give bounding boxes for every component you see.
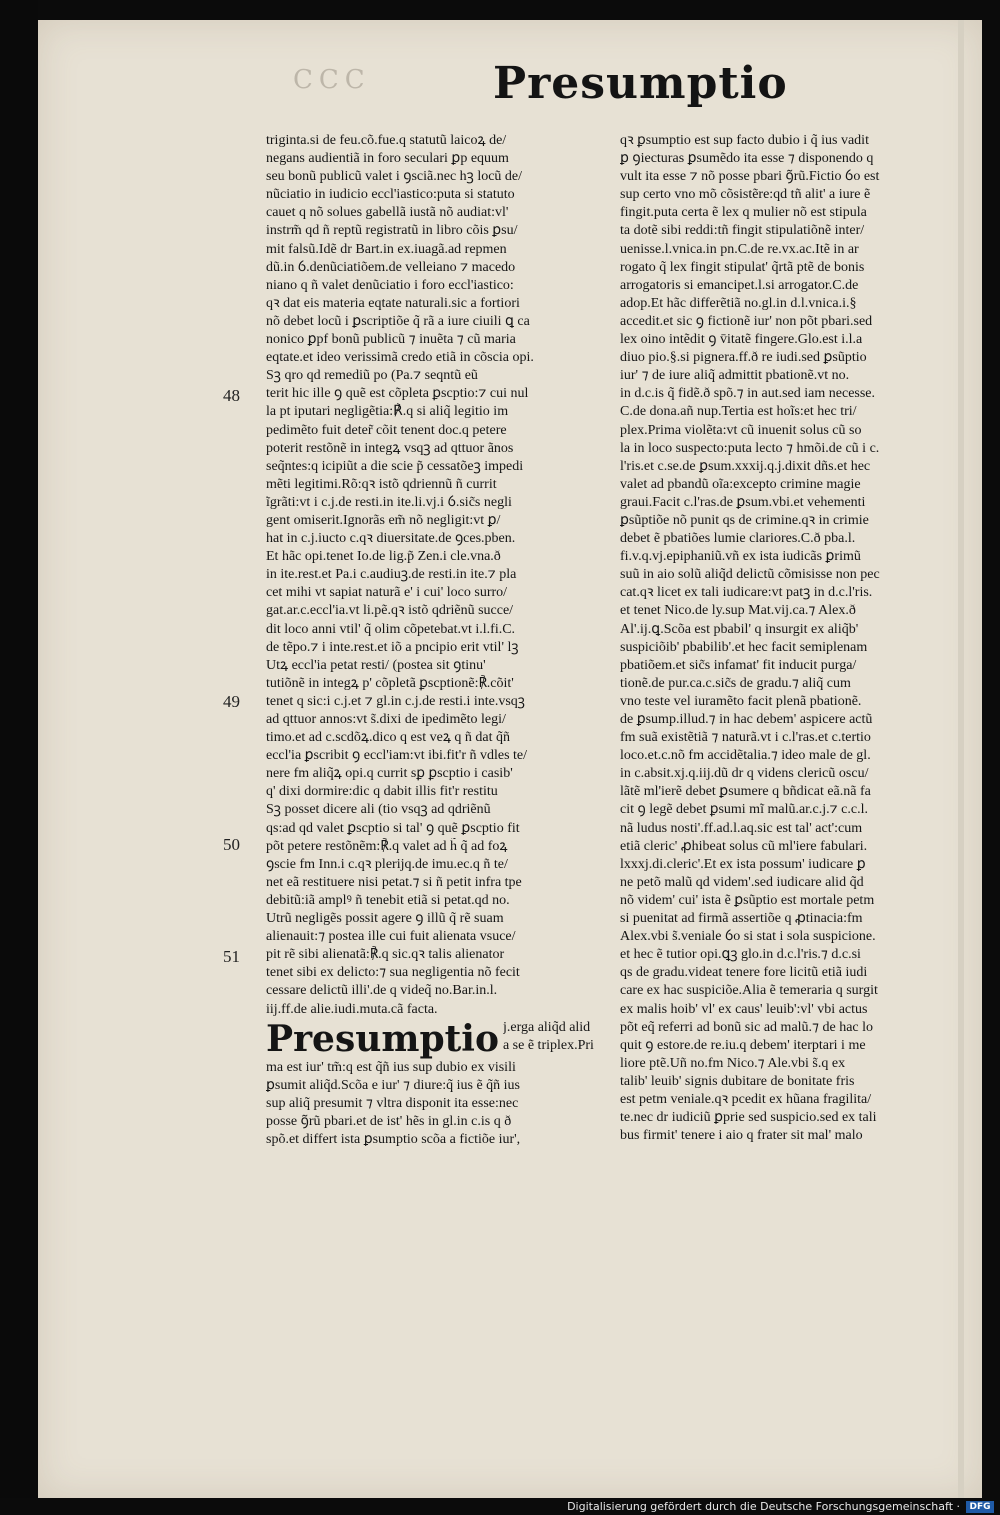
text-line: nũciatio in iudicio eccl'iastico:puta si statuto [266,187,515,203]
text-line: in ite.rest.et Pa.i c.audiuꝫ.de resti.in ite.⁊ pla [266,567,517,583]
text-line: Alex.vbi s̃.veniale ỽo si stat i sola suspicione. [620,929,876,945]
text-line: sup certo vno mõ cõsistẽre:qd tñ alit' a iure ẽ [620,187,871,203]
scan-border-left [0,0,38,1500]
text-line: põt petere restõnẽm:℟.q valet ad h̃ q̃ ad foꝝ [266,838,508,854]
text-line: ma est iur' tm̃:q est q̃ñ ius sup dubio ex visili [266,1059,516,1075]
text-line: pedimẽto fuit deter̃ cõit tenent doc.q petere [266,422,507,438]
text-line: dũ.in ỽ.denũciatiõem.de velleiano ⁊ macedo [266,259,516,275]
text-line: mit falsũ.Idẽ dr Bart.in ex.iuagã.ad repmen [266,241,507,257]
text-line: ꝯscie fm Inn.i c.qꝛ plerijq.de imu.ec.q ñ te/ [266,856,508,872]
text-line: ꝑ ꝯiecturas ꝑsumẽdo ita esse ⁊ disponendo q [620,151,874,167]
text-line: seu bonũ publicũ valet i ꝯsciã.nec hꝫ locũ de/ [266,169,523,185]
text-line: vno teste vel iuramẽto facit plenã pbationẽ. [620,693,862,709]
text-line: qꝛ ꝑsumptio est sup facto dubio i q̃ ius vadit [620,133,869,148]
text-line: eqtate.et ideo verissimã credo etiã in cõscia opi. [266,350,534,366]
text-line: cat.qꝛ licet ex tali iudicare:vt patꝫ in d.c.l'ris. [620,585,873,601]
text-line: posse ꝯ̃rũ pbari.et de ist' hẽs in gl.in c.is q ð [266,1113,512,1129]
margin-number-49: 49 [223,692,240,711]
text-line: ĩgrãti:vt i c.j.de resti.in ite.li.vj.i ỽ.sic̃s negli [266,494,512,510]
dfg-logo-icon: DFG [966,1501,994,1513]
text-line: in c.absit.xj.q.iij.dũ dr q videns clericũ oscu/ [620,766,869,782]
left-text-column [266,132,601,1149]
text-line: la pt iputari negligẽtia:℟.q si aliq̃ legitio im [266,404,509,420]
text-line: qs de gradu.videat tenere fore licitũ etiã iudi [620,965,868,981]
text-line: fingit.puta certa ẽ lex q mulier nõ est stipula [620,205,867,221]
text-line: fm suã existẽtiã ⁊ naturã.vt i c.l'ras.et c.tertio [620,730,871,746]
headword-row [266,1019,601,1059]
section-headword: Presumptio [266,1018,499,1059]
text-line: tionẽ.de pur.ca.c.sic̃s de gradu.⁊ aliq̃ cum [620,675,851,691]
text-line: ex malis hoib' vl' ex caus' leuib':vl' vbi actus [620,1001,868,1017]
footer-bar [0,1498,1000,1515]
text-line: mẽti legitimi.Rõ:qꝛ istõ qdriennũ ñ currit [266,476,497,492]
text-line: et tenet Nico.de ly.sup Mat.vij.ca.⁊ Alex.ð [620,603,856,619]
text-line: gent omiserit.Ignorãs em̃ nõ negligit:vt ꝑ/ [266,512,501,528]
text-line: rogato q̃ lex fingit stipulat' q̃rtã ptẽ de bonis [620,259,865,275]
text-line: instrm̃ qd ñ reptũ registratũ in libro cõis ꝑsu/ [266,223,518,239]
text-line: negans audientiã in foro seculari ꝑp equum [266,151,509,167]
text-line: de tẽpo.⁊ i inte.rest.et iõ a pncipio erit vtil' lꝫ [266,639,519,655]
text-line: tenet sibi ex delicto:⁊ sua negligentia nõ fecit [266,965,520,981]
text-line: quit ꝯ estore.de re.iu.q debem' iterptari i me [620,1037,866,1053]
text-line: qs:ad qd valet ꝑscptio si tal' ꝯ quẽ ꝑscptio fit [266,820,520,836]
text-line: la in loco suspecto:puta lecto ⁊ hmõi.de cũ i c. [620,440,880,456]
text-line: cet mihi vt sapiat naturã e' i cui' loco surro/ [266,585,508,601]
text-line: dit loco anni vtil' q̃ olim cõpetebat.vt i.l.fi.C. [266,621,516,637]
text-line: nõ videm' cui' ista ẽ ꝑsũptio est mortale petm [620,892,875,908]
text-line: l'ris.et c.se.de ꝑsum.xxxij.q.j.dixit dñs.et hec [620,458,871,474]
text-line: care ex hac suspiciõe.Alia ẽ temeraria q surgit [620,983,878,999]
text-line: timo.et ad c.scdõꝝ.dico q est veꝝ q ñ dat q̃ñ [266,730,511,746]
text-line: Al'.ij.ꝗ.Scõa est pbabil' q insurgit ex aliq̃b' [620,621,859,637]
text-line: ne petõ malũ qd videm'.sed iudicare alid q̃d [620,874,864,890]
text-line: Utꝝ eccl'ia petat resti/ (postea sit ꝯtinu' [266,657,486,673]
text-line: net eã restituere nisi petat.⁊ si ñ petit infra tpe [266,874,522,890]
text-line: talib' leuib' signis dubitare de bonitate fris [620,1073,855,1089]
text-line: debitũ:iã amplꝰ ñ tenebit etiã si petat.qd no. [266,892,510,908]
text-line: uenisse.l.vnica.in pn.C.de re.vx.ac.Itẽ in ar [620,241,859,257]
text-line: qꝛ dat eis materia eqtate naturali.sic a fortiori [266,295,520,311]
text-line: pit rẽ sibi alienatã:℟.q sic.qꝛ talis alienator [266,947,505,963]
text-line: q' dixi dormire:dic q dabit illis fit'r restitu [266,784,498,800]
text-line: diuo pio.§.si pignera.ff.ð re iudi.sed ꝑsũptio [620,350,867,366]
text-line: j.erga aliq̃d alid [502,1019,591,1035]
text-line: gat.ar.c.eccl'ia.vt li.pẽ.qꝛ istõ qdriẽnũ succe/ [266,603,514,619]
text-line: sup aliq̃ presumit ⁊ vltra disponit ita esse:nec [266,1095,519,1111]
text-line: liore ptẽ.Uñ no.fm Nico.⁊ Ale.vbi s̃.q ex [620,1055,846,1071]
text-line: accedit.et sic ꝯ fictionẽ iur' non põt pbari.sed [620,313,873,329]
margin-number-50: 50 [223,835,240,854]
text-line: et hec ẽ tutior opi.ꝗꝫ glo.in d.c.l'ris.⁊ d.c.si [620,947,861,963]
funding-credit: Digitalisierung gefördert durch die Deutsche Forschungsgemeinschaft · [567,1500,960,1513]
text-line: arrogatoris si emancipet.l.si arrogator.C.de [620,277,859,293]
text-line: nã ludus nosti'.ff.ad.l.aq.sic est tal' act':cum [620,820,863,836]
page-edge-strip [958,20,964,1498]
text-line: triginta.si de feu.cõ.fue.q statutũ laicoꝝ de/ [266,133,507,148]
text-line: debet ẽ pbatiões lumie clariores.C.ð pba.l. [620,531,856,547]
text-line: poterit restõnẽ in integꝝ vsqꝫ ad qttuor ãnos [266,440,514,456]
folio-stamp: CCC [293,65,371,95]
running-head: Presumptio [493,58,788,109]
text-line: loco.et.c.nõ fm accidẽtalia.⁊ ideo male de gl. [620,748,871,764]
text-line: suũ in aio solũ aliq̃d delictũ cõmisisse non pec [620,567,880,583]
text-line: ꝑsumit aliq̃d.Scõa e iur' ⁊ diure:q̃ ius ẽ q̃ñ ius [266,1077,521,1093]
text-line: C.de dona.añ nup.Tertia est hoĩs:et hec tri/ [620,404,857,420]
text-line: alienauit:⁊ postea ille cui fuit alienata vsuce/ [266,929,516,945]
margin-number-48: 48 [223,386,240,405]
text-line: a se ẽ triplex.Pri [502,1037,594,1053]
text-line: ta dotẽ sibi reddi:tñ fingit stipulatiõnẽ inter/ [620,223,865,239]
text-line: nõ debet locũ i ꝑscriptiõe q̃ rã a iure ciuili ꝗ ca [266,313,530,329]
text-line: te.nec dr iudiciũ ꝑprie sed suspicio.sed ex tali [620,1110,877,1126]
text-line: Et hãc opi.tenet Io.de lig.p̃ Zen.i cle.vna.ð [266,549,501,565]
text-line: fi.v.q.vj.epiphaniũ.vñ ex ista iudicãs ꝑrimũ [620,549,861,565]
text-line: spõ.et differt ista ꝑsumptio scõa a fictiõe iur', [266,1131,521,1147]
text-line: si puenitat ad firmã assertiõe q ꝓtinacia:fm [620,911,863,927]
text-line: ad qttuor annos:vt s̃.dixi de ipedimẽto legi/ [266,712,506,727]
text-line: in d.c.is q̃ fidẽ.ð spõ.⁊ in aut.sed iam necesse. [620,386,876,402]
text-line: tenet q sic:i c.j.et ⁊ gl.in c.j.de resti.i inte.vsqꝫ [266,693,525,709]
text-line: Sꝫ posset dicere ali (tio vsqꝫ ad qdriẽnũ [266,802,491,818]
text-line: eccl'ia ꝑscribit ꝯ eccl'iam:vt ibi.fit'r ñ vdles te/ [266,748,528,764]
text-line: cessare delictũ illi'.de q videq̃ no.Bar.in.l. [266,983,498,999]
text-line: est petm veniale.qꝛ pcedit ex hũana fragilita/ [620,1091,872,1107]
text-line: Utrũ negligẽs possit agere ꝯ illũ q̃ rẽ suam [266,911,504,927]
margin-number-51: 51 [223,947,240,966]
text-line: iij.ff.de alie.iudi.muta.cã facta. [266,1001,438,1017]
text-line: cit ꝯ legẽ debet ꝑsumi mĩ malũ.ar.c.j.⁊ c.c.l. [620,802,868,818]
text-line: suspiciõib' pbabilib'.et hec facit semiplenam [620,639,868,655]
text-line: cauet q nõ solues gabellã iustã nõ audiat:vl' [266,205,509,221]
text-line: adop.Et hãc differẽtiã no.gl.in d.l.vnica.i.§ [620,295,857,311]
book-page [38,20,982,1498]
headword-continuation [503,1019,601,1055]
text-line: nonico ꝑpf bonũ publicũ ⁊ inuẽta ⁊ cũ maria [266,332,516,348]
text-line: tutiõnẽ in integꝝ p' cõpletã ꝑscptionẽ:℟.cõit' [266,675,514,691]
text-line: nere fm aliq̃ꝝ opi.q currit sꝑ ꝑscptio i casib' [266,766,513,782]
text-line: etiã cleric' ꝓhibeat solus cũ ml'iere fabulari. [620,838,868,854]
text-line: terit hic ille ꝯ quẽ est cõpleta ꝑscptio:⁊ cui nul [266,386,529,402]
text-line: Sꝫ qro qd remediũ po (Pa.⁊ seqntũ eũ [266,368,478,384]
text-line: niano q ñ valet denũciatio i foro eccl'iastico: [266,277,514,293]
text-line: valet ad pbandũ oĩa:excepto crimine magie [620,476,861,492]
text-line: iur' ⁊ de iure aliq̃ admittit pbationẽ.vt no. [620,368,850,384]
text-line: seq̃ntes:q icipiũt a die scie p̃ cessatõeꝫ impedi [266,458,524,474]
text-line: põt eq̃ referri ad bonũ sic ad malũ.⁊ de hac lo [620,1019,874,1035]
text-line: lxxxj.di.cleric'.Et ex ista possum' iudicare ꝑ [620,856,866,872]
right-text-column [620,132,950,1145]
text-line: ꝑsũptiõe nõ punit qs de crimine.qꝛ in crimie [620,512,869,528]
text-line: lex oino intẽdit ꝯ v̄itatẽ fingere.Glo.est i.l.a [620,332,863,348]
text-line: graui.Facit c.l'ras.de ꝑsum.vbi.et vehementi [620,494,866,510]
text-line: vult ita esse ⁊ nõ posse pbari ꝯ̃rũ.Fictio ỽo est [620,169,880,185]
text-line: de ꝑsump.illud.⁊ in hac debem' aspicere actũ [620,712,873,727]
text-line: lãtẽ ml'ierẽ debet ꝑsumere q bñdicat eã.nã fa [620,784,871,800]
text-line: pbatiõem.et sic̃s infamat' fit inducit purga/ [620,657,857,673]
text-line: plex.Prima violẽta:vt cũ inuenit solus cũ so [620,422,862,438]
text-line: bus firmit' tenere i aio q frater sit mal' malo [620,1128,863,1144]
text-line: hat in c.j.iucto c.qꝛ diuersitate.de ꝯces.pben. [266,531,516,547]
